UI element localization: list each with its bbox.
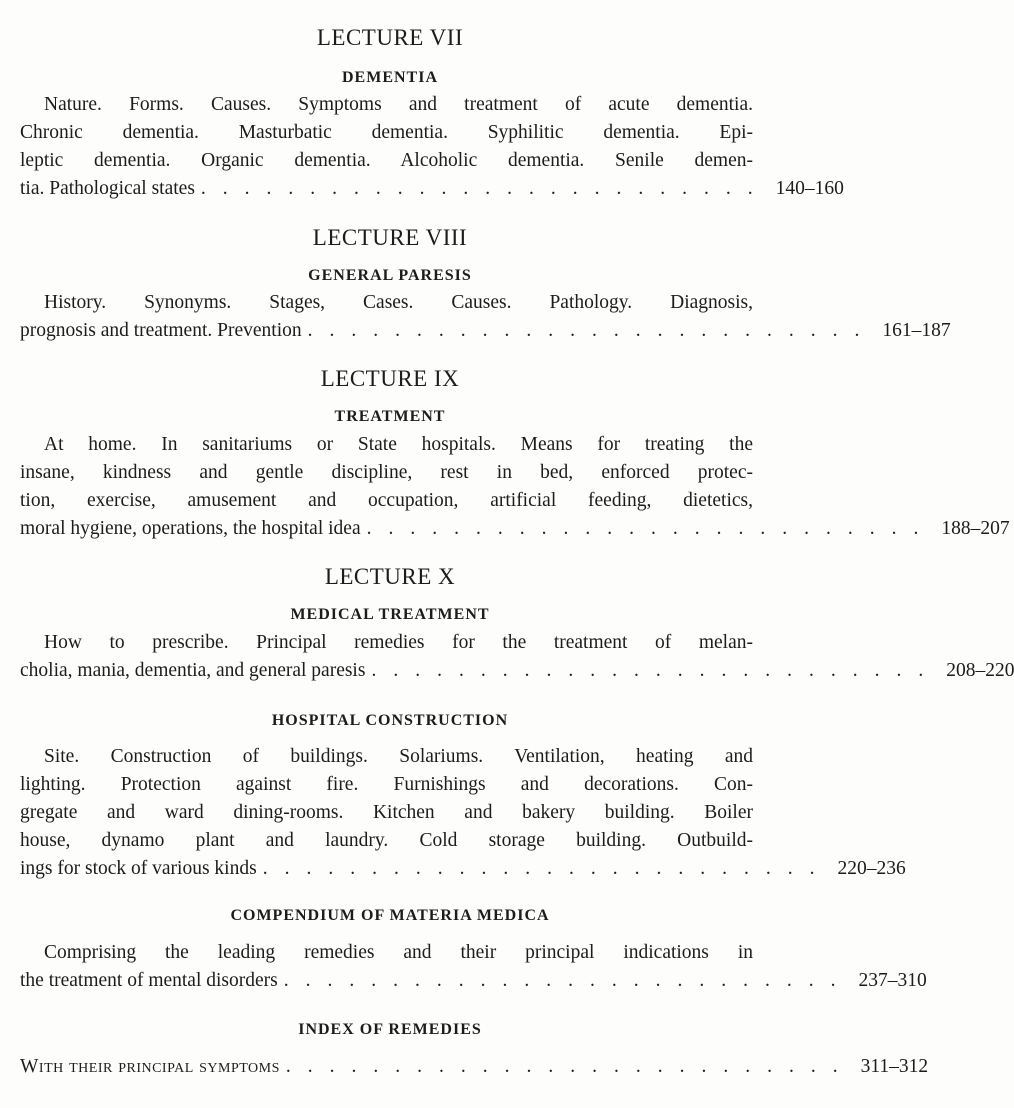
dot-leader: .......................... (285, 1056, 855, 1077)
dementia-entry (20, 91, 844, 203)
general-paresis-subheading: GENERAL PARESIS (308, 267, 472, 284)
dementia-subheading: DEMENTIA (341, 69, 438, 86)
entry-line: History. Synonyms. Stages, Cases. Causes. Pathology. Diagnosis, (44, 292, 753, 313)
entry-line: Site. Construction of buildings. Solariums. Ventilation, heating and (44, 746, 753, 767)
page-range: 188–207 (941, 518, 1010, 539)
entry-text: prognosis and treatment. Prevention (20, 320, 302, 341)
dot-leader: .......................... (366, 518, 936, 539)
entry-line: Nature. Forms. Causes. Symptoms and treatment of acute dementia. (44, 94, 753, 115)
lecture-ix-heading: LECTURE IX (320, 366, 460, 391)
entry-last-line (20, 855, 906, 883)
lecture-vii-heading: LECTURE VII (316, 25, 464, 50)
entry-last-line (20, 657, 1014, 685)
entry-line: Chronic dementia. Masturbatic dementia. Syphilitic dementia. Epi- (20, 122, 753, 143)
compendium-entry (20, 939, 927, 995)
dot-leader: .......................... (262, 858, 832, 879)
entry-text: tia. Pathological states (20, 178, 195, 199)
entry-text: the treatment of mental disorders (20, 970, 278, 991)
entry-line: At home. In sanitariums or State hospitals. Means for treating the (44, 434, 753, 455)
entry-text: moral hygiene, operations, the hospital idea (20, 518, 361, 539)
index-of-remedies-subheading: INDEX OF REMEDIES (298, 1021, 482, 1038)
entry-line: insane, kindness and gentle discipline, rest in bed, enforced protec- (20, 462, 753, 483)
entry-line: gregate and ward dining-rooms. Kitchen and bakery building. Boiler (20, 802, 753, 823)
dot-leader: .......................... (307, 320, 877, 341)
treatment-entry (20, 431, 1010, 543)
medical-treatment-subheading: MEDICAL TREATMENT (290, 606, 490, 623)
compendium-subheading: COMPENDIUM OF MATERIA MEDICA (230, 907, 550, 924)
page-range: 140–160 (775, 178, 844, 199)
entry-last-line (20, 515, 1010, 543)
entry-line: lighting. Protection against fire. Furnishings and decorations. Con- (20, 774, 753, 795)
page-range: 220–236 (837, 858, 906, 879)
entry-line: Comprising the leading remedies and their principal indications in (44, 942, 753, 963)
hospital-construction-subheading: HOSPITAL CONSTRUCTION (271, 712, 509, 729)
entry-line: tion, exercise, amusement and occupation, artificial feeding, dietetics, (20, 490, 753, 511)
dot-leader: .......................... (371, 660, 941, 681)
lecture-x-heading: LECTURE X (324, 564, 456, 589)
page-range: 161–187 (882, 320, 951, 341)
page-range: 237–310 (858, 970, 927, 991)
entry-text: ings for stock of various kinds (20, 858, 257, 879)
entry-line: How to prescribe. Principal remedies for the treatment of melan- (44, 632, 753, 653)
entry-line: house, dynamo plant and laundry. Cold storage building. Outbuild- (20, 830, 753, 851)
entry-text: cholia, mania, dementia, and general paresis (20, 660, 366, 681)
entry-text: With their principal symptoms (20, 1056, 280, 1077)
entry-line: leptic dementia. Organic dementia. Alcoholic dementia. Senile demen- (20, 150, 753, 171)
entry-last-line (20, 967, 927, 995)
dot-leader: .......................... (200, 178, 770, 199)
entry-last-line (20, 317, 951, 345)
index-of-remedies-entry (20, 1053, 929, 1081)
page-range: 311–312 (860, 1056, 929, 1077)
lecture-viii-heading: LECTURE VIII (312, 225, 468, 250)
treatment-subheading: TREATMENT (334, 408, 446, 425)
general-paresis-entry (20, 289, 951, 345)
dot-leader: .......................... (283, 970, 853, 991)
entry-last-line (20, 175, 844, 203)
hospital-construction-entry (20, 743, 906, 883)
entry-last-line (20, 1053, 929, 1081)
page-range: 208–220 (946, 660, 1014, 681)
medical-treatment-entry (20, 629, 1014, 685)
